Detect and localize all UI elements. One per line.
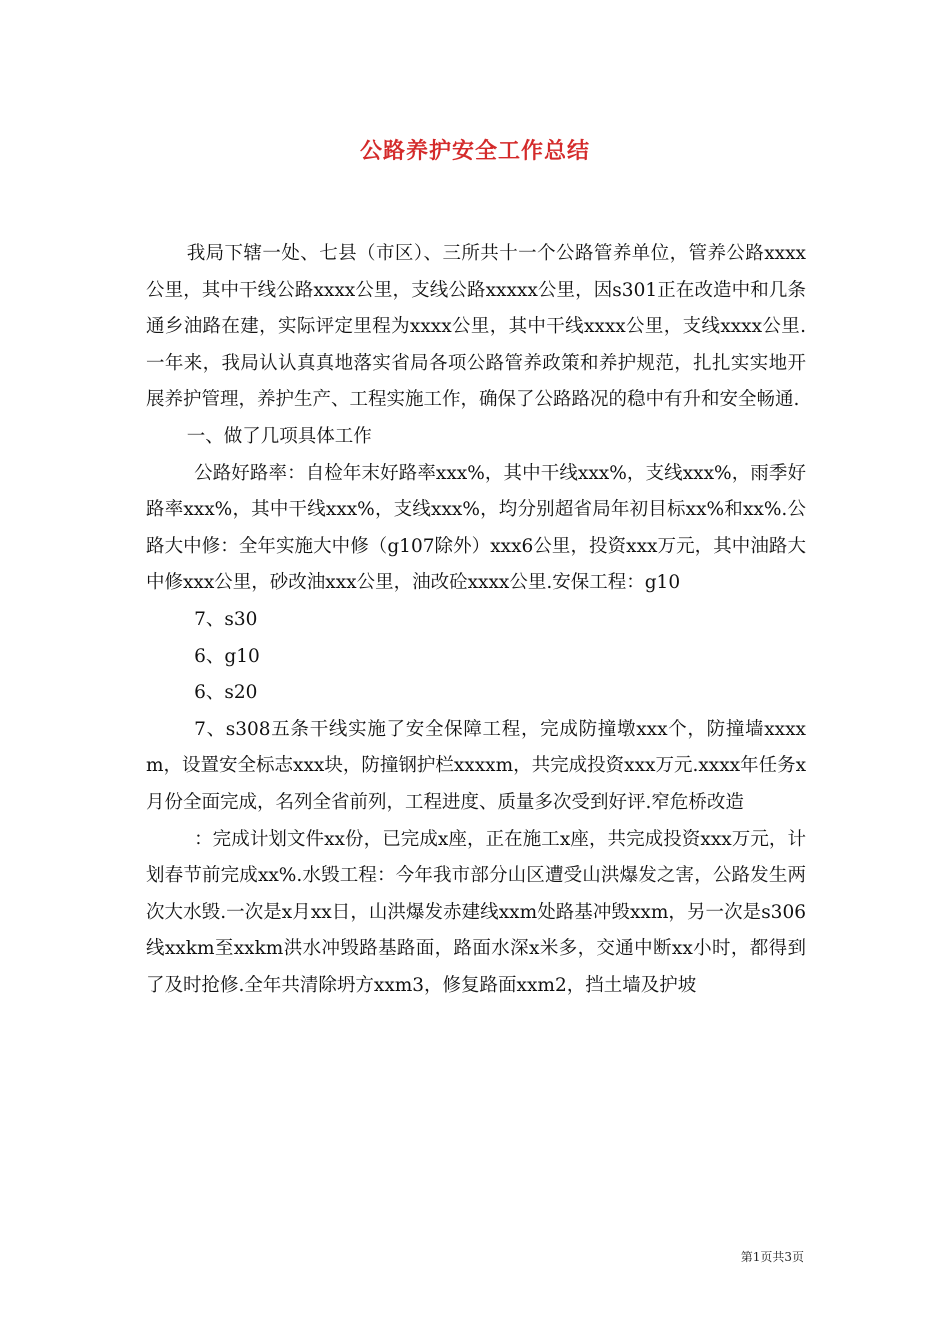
paragraph-intro: 我局下辖一处、七县（市区）、三所共十一个公路管养单位，管养公路xxxx公里，其中干线公路xxxx公里，支线公路xxxxx公里，因s301正在改造中和几条通乡油路在建，实际评定里程为xxxx公里，其中干线xxxx公里，支线xxxx公里.一年来，我局认认真真地落实省局各项公路管养政策和养护规范，扎扎实实地开展养护管理，养护生产、工程实施工作，确保了公路路况的稳中有升和安全畅通. — [146, 243, 806, 411]
page-number: 第1页共3页 — [740, 1250, 804, 1264]
paragraph-safety-project: 7、s308五条干线实施了安全保障工程，完成防撞墩xxx个，防撞墙xxxxm，设置安全标志xxx块，防撞钢护栏xxxxm，共完成投资xxx万元.xxxx年任务x月份全面完成，名列全省前列，工程进度、质量多次受到好评.窄危桥改造 — [146, 718, 806, 813]
document-body — [146, 236, 806, 1004]
paragraph-list-item: 6、s20 — [194, 682, 258, 704]
section-heading: 一、做了几项具体工作 — [186, 425, 372, 447]
paragraph-list-item: 7、s30 — [194, 608, 258, 630]
paragraph-bridge-flood: ：完成计划文件xx份，已完成x座，正在施工x座，共完成投资xxx万元，计划春节前完成xx%.水毁工程：今年我市部分山区遭受山洪爆发之害，公路发生两次大水毁.一次是x月xx日，山洪爆发赤建线xxm处路基冲毁xxm，另一次是s306线xxkm至xxkm洪水冲毁路基路面，路面水深x米多，交通中断xx小时，都得到了及时抢修.全年共清除坍方xxm3，修复路面xxm2，挡土墙及护坡 — [146, 828, 806, 996]
paragraph-road-quality: 公路好路率：自检年末好路率xxx%，其中干线xxx%，支线xxx%，雨季好路率xxx%，其中干线xxx%，支线xxx%，均分别超省局年初目标xx%和xx%.公路大中修：全年实施大中修（g107除外）xxx6公里，投资xxx万元，其中油路大中修xxx公里，砂改油xxx公里，油改砼xxxx公里.安保工程：g10 — [146, 462, 806, 594]
page-title: 公路养护安全工作总结 — [359, 139, 590, 164]
paragraph-list-item: 6、g10 — [194, 645, 260, 667]
